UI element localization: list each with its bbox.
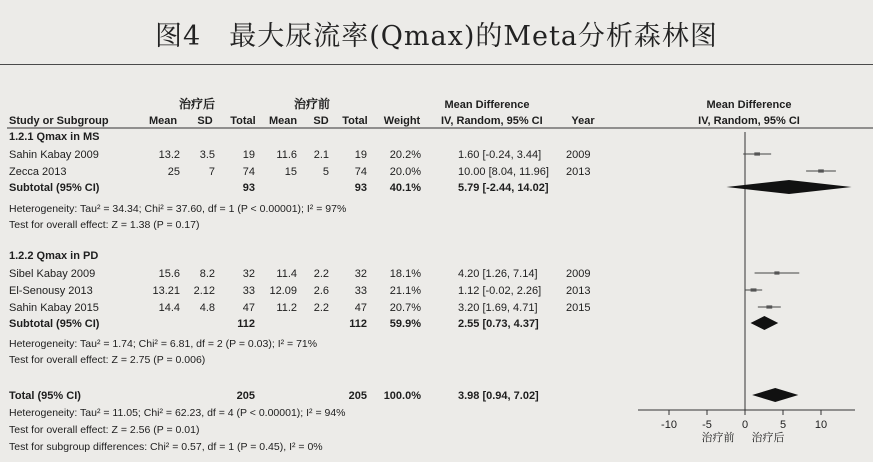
subtotal-label: Subtotal (95% CI): [9, 318, 100, 330]
total-overall-effect: Test for overall effect: Z = 2.56 (P = 0.01): [9, 424, 200, 436]
sd-after: 7: [208, 166, 215, 178]
mean-after: 25: [167, 166, 180, 178]
ci-text: 1.12 [-0.02, 2.26]: [458, 285, 542, 297]
ci-text: 10.00 [8.04, 11.96]: [458, 166, 549, 178]
col-total-after: Total: [230, 115, 256, 127]
sd-after: 8.2: [199, 268, 215, 280]
axis-label-left: 治疗前: [701, 432, 735, 444]
plot-header-title: Mean Difference: [706, 99, 792, 111]
total-before: 205: [348, 390, 367, 402]
total-before: 112: [349, 318, 367, 330]
heterogeneity: Heterogeneity: Tau² = 34.34; Chi² = 37.60, df = 1 (P < 0.00001); I² = 97%: [9, 203, 347, 215]
ci-text: 3.20 [1.69, 4.71]: [458, 302, 538, 314]
axis-label-right: 治疗后: [751, 432, 785, 444]
total-diamond: [752, 388, 798, 402]
mean-after: 15.6: [158, 268, 180, 280]
weight: 21.1%: [389, 285, 421, 297]
effect-marker: [751, 288, 757, 291]
sd-before: 5: [322, 166, 329, 178]
weight: 100.0%: [383, 390, 421, 402]
overall-effect: Test for overall effect: Z = 2.75 (P = 0.006): [9, 354, 206, 366]
total-before: 32: [354, 268, 367, 280]
ci-text: 3.98 [0.94, 7.02]: [458, 390, 539, 402]
col-mean-before: Mean: [268, 115, 298, 127]
x-tick-label: 0: [741, 419, 749, 431]
total-after: 47: [242, 302, 255, 314]
weight: 59.9%: [389, 318, 421, 330]
effect-marker: [754, 152, 760, 155]
sd-after: 4.8: [199, 302, 215, 314]
sd-before: 2.2: [313, 268, 329, 280]
mean-after: 13.21: [152, 285, 180, 297]
col-mean-after: Mean: [148, 115, 178, 127]
effect-marker: [766, 305, 772, 308]
x-tick-label: 5: [779, 419, 787, 431]
effect-marker: [818, 169, 824, 172]
x-tick-label: 10: [814, 419, 828, 431]
study-name: Sahin Kabay 2015: [9, 302, 99, 314]
sd-after: 2.12: [193, 285, 215, 297]
mean-before: 12.09: [269, 285, 297, 297]
col-sd-after: SD: [197, 115, 213, 127]
ci-text: 2.55 [0.73, 4.37]: [458, 318, 539, 330]
total-heterogeneity: Heterogeneity: Tau² = 11.05; Chi² = 62.23, df = 4 (P < 0.00001); I² = 94%: [9, 407, 346, 419]
subtotal-row: [9, 182, 549, 194]
group-after-label: 治疗后: [178, 97, 216, 111]
subgroup-title: 1.2.1 Qmax in MS: [9, 131, 100, 143]
ci-text: 1.60 [-0.24, 3.44]: [458, 149, 542, 161]
col-md-sub: IV, Random, 95% CI: [441, 115, 543, 127]
study-row: [9, 268, 590, 280]
overall-effect: Test for overall effect: Z = 1.38 (P = 0.17): [9, 219, 200, 231]
total-after: 112: [237, 318, 255, 330]
weight: 20.2%: [389, 149, 421, 161]
total-before: 19: [354, 149, 367, 161]
study-name: El-Senousy 2013: [9, 285, 93, 297]
subtotal-row: [9, 318, 539, 330]
ci-text: 4.20 [1.26, 7.14]: [458, 268, 538, 280]
subgroup-title: 1.2.2 Qmax in PD: [9, 250, 99, 262]
year: 2009: [566, 149, 591, 161]
ci-text: 5.79 [-2.44, 14.02]: [458, 182, 549, 194]
total-after: 205: [236, 390, 255, 402]
group-before-label: 治疗前: [293, 97, 331, 111]
weight: 40.1%: [389, 182, 421, 194]
sd-after: 3.5: [199, 149, 215, 161]
total-before: 33: [354, 285, 367, 297]
col-total-before: Total: [342, 115, 368, 127]
study-name: Zecca 2013: [9, 166, 67, 178]
study-name: Sahin Kabay 2009: [9, 149, 99, 161]
sd-before: 2.2: [313, 302, 329, 314]
subtotal-label: Subtotal (95% CI): [9, 182, 100, 194]
mean-before: 11.4: [276, 268, 297, 280]
mean-after: 13.2: [158, 149, 180, 161]
plot-header-sub: IV, Random, 95% CI: [698, 115, 800, 127]
total-label: Total (95% CI): [9, 390, 81, 402]
year: 2013: [566, 285, 591, 297]
subtotal-diamond: [751, 316, 779, 330]
total-after: 19: [242, 149, 255, 161]
weight: 18.1%: [389, 268, 421, 280]
mean-before: 15: [284, 166, 297, 178]
col-study: Study or Subgroup: [9, 115, 109, 127]
effect-marker: [774, 271, 779, 274]
year: 2009: [566, 268, 591, 280]
col-sd-before: SD: [313, 115, 329, 127]
forest-marks: [638, 132, 855, 431]
study-row: [9, 285, 590, 297]
col-year: Year: [571, 115, 595, 127]
col-weight: Weight: [383, 115, 421, 127]
total-after: 74: [242, 166, 255, 178]
year: 2015: [566, 302, 591, 314]
x-tick-label: -10: [661, 419, 677, 431]
total-after: 33: [242, 285, 255, 297]
sd-before: 2.6: [313, 285, 329, 297]
year: 2013: [566, 166, 591, 178]
study-row: [9, 302, 590, 314]
x-tick-label: -5: [702, 419, 712, 431]
total-row: [9, 390, 539, 402]
total-after: 93: [242, 182, 255, 194]
study-name: Sibel Kabay 2009: [9, 268, 96, 280]
study-row: [9, 166, 590, 178]
heterogeneity: Heterogeneity: Tau² = 1.74; Chi² = 6.81, df = 2 (P = 0.03); I² = 71%: [9, 338, 318, 350]
total-before: 93: [354, 182, 367, 194]
mean-before: 11.2: [276, 302, 297, 314]
weight: 20.7%: [389, 302, 421, 314]
md-header-title: Mean Difference: [444, 99, 530, 111]
total-before: 74: [354, 166, 367, 178]
subgroup-differences: Test for subgroup differences: Chi² = 0.57, df = 1 (P = 0.45), I² = 0%: [9, 441, 323, 453]
total-before: 47: [354, 302, 367, 314]
mean-after: 14.4: [158, 302, 180, 314]
sd-before: 2.1: [313, 149, 329, 161]
figure-title: 图4 最大尿流率(Qmax)的Meta分析森林图: [155, 21, 718, 52]
mean-before: 11.6: [276, 149, 297, 161]
weight: 20.0%: [389, 166, 421, 178]
study-row: [9, 149, 590, 161]
total-after: 32: [242, 268, 255, 280]
